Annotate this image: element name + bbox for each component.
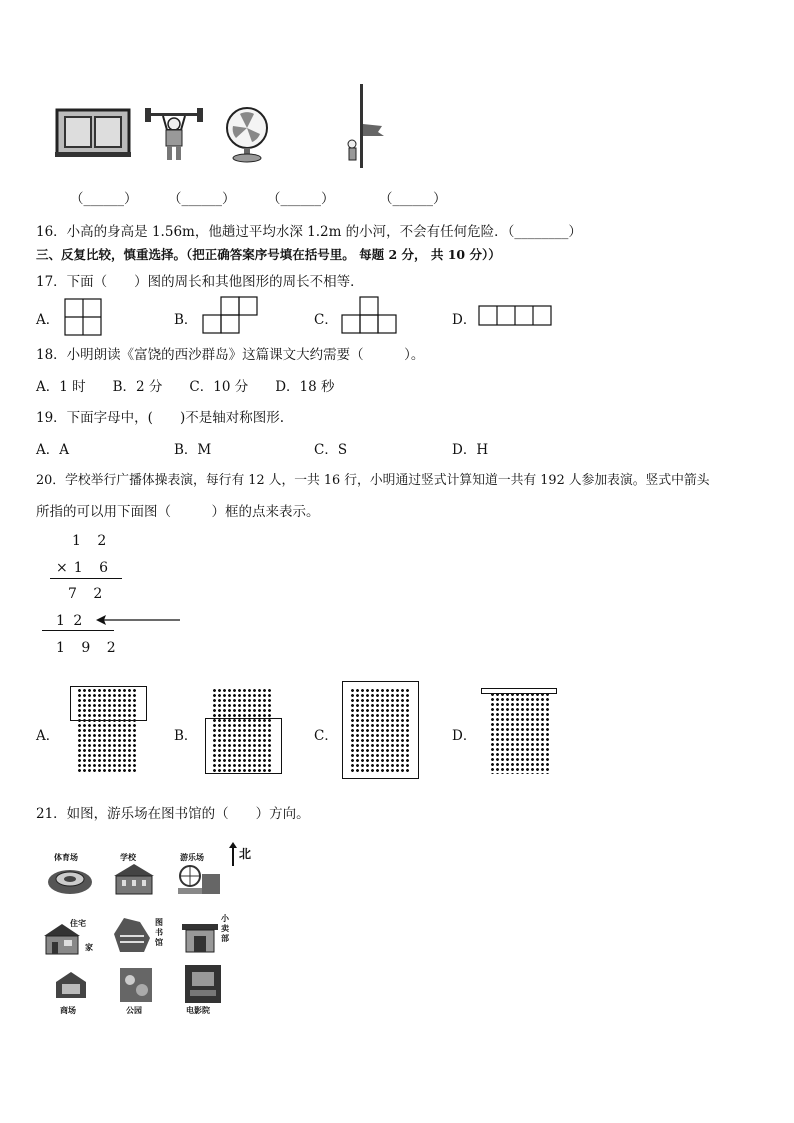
- q17-option-a-label[interactable]: A．: [36, 312, 60, 328]
- question-19: 19．下面字母中，( )不是轴对称图形.: [36, 410, 285, 426]
- q17-option-b-label[interactable]: B．: [174, 312, 198, 328]
- park-label: 公园: [126, 1006, 142, 1015]
- fan-picture: [222, 104, 272, 164]
- q20-option-a-label[interactable]: A．: [36, 728, 60, 744]
- mall-icon: [52, 970, 90, 1006]
- calc-row-3: 7 2: [68, 586, 109, 602]
- park-icon: [118, 966, 154, 1008]
- q17-figure-b: [201, 296, 259, 340]
- q20-frame-c: [342, 681, 419, 779]
- window-icon: [55, 108, 131, 158]
- q19-option-d[interactable]: D．H: [452, 442, 489, 458]
- calc-row-5: 1 9 2: [56, 640, 122, 656]
- mall-label: 商场: [60, 1006, 76, 1015]
- q20-option-b-label[interactable]: B．: [174, 728, 198, 744]
- fan-icon: [222, 104, 272, 164]
- q17-figure-d: [478, 305, 554, 331]
- amusement-park-icon: [176, 862, 222, 900]
- flag-picture: [340, 84, 390, 168]
- question-20-line-1: 20．学校举行广播体操表演，每行有 12 人，一共 16 行，小明通过竖式计算知道一共有 192 人参加表演。竖式中箭头: [36, 473, 710, 488]
- answer-blank-1[interactable]: （______）: [70, 191, 138, 207]
- north-label: 北: [239, 847, 252, 861]
- q19-option-c[interactable]: C．S: [314, 442, 348, 458]
- weightlifter-icon: [143, 100, 205, 164]
- question-20-line-2: 所指的可以用下面图（ ）框的点来表示。: [36, 504, 320, 520]
- answer-blank-4[interactable]: （______）: [379, 191, 447, 207]
- north-arrow-icon: [229, 842, 237, 870]
- calc-line-1: [50, 578, 122, 579]
- q20-frame-d: [481, 688, 557, 694]
- flag-raising-icon: [340, 84, 390, 168]
- q17-figure-a: [64, 298, 102, 340]
- q18-options[interactable]: A．1 时 B．2 分 C．10 分 D．18 秒: [36, 379, 335, 395]
- q20-option-d-label[interactable]: D．: [452, 728, 477, 744]
- residence-icon: [40, 920, 86, 960]
- store-label: 小卖部: [221, 914, 229, 943]
- calc-line-2: [42, 630, 114, 631]
- weightlifter-picture: [143, 100, 205, 164]
- q17-option-c-label[interactable]: C．: [314, 312, 338, 328]
- arrow-icon: [96, 612, 182, 631]
- q20-option-c-label[interactable]: C．: [314, 728, 338, 744]
- q20-frame-b: [205, 718, 282, 774]
- calc-row-4: 1 2: [56, 613, 85, 629]
- home-label: 家: [85, 943, 93, 952]
- q17-figure-c: [340, 296, 398, 340]
- question-17: 17．下面（ ）图的周长和其他图形的周长不相等．: [36, 274, 364, 290]
- q20-dot-grid-d: [490, 692, 550, 774]
- cinema-label: 电影院: [186, 1006, 210, 1015]
- q19-option-a[interactable]: A．A: [36, 442, 69, 458]
- store-icon: [180, 918, 220, 958]
- q17-option-d-label[interactable]: D．: [452, 312, 477, 328]
- answer-blank-3[interactable]: （______）: [267, 191, 335, 207]
- q19-option-b[interactable]: B．M: [174, 442, 212, 458]
- residence-label: 住宅: [70, 919, 86, 928]
- section-3-title: 三、反复比较，慎重选择。（把正确答案序号填在括号里。 每题 2 分， 共 10 分））: [36, 247, 501, 262]
- school-icon: [112, 862, 156, 900]
- library-icon: [110, 912, 154, 960]
- calc-row-2: ×1 6: [56, 560, 114, 576]
- school-label: 学校: [120, 853, 136, 862]
- cinema-icon: [184, 964, 222, 1008]
- stadium-label: 体育场: [54, 853, 78, 862]
- library-label: 图书馆: [155, 918, 163, 947]
- question-18: 18．小明朗读《富饶的西沙群岛》这篇课文大约需要（ ）。: [36, 347, 425, 363]
- question-16: 16．小高的身高是 1.56m，他趟过平均水深 1.2m 的小河，不会有任何危险．（________）: [36, 224, 582, 240]
- calc-row-1: 1 2: [72, 533, 113, 549]
- window-picture: [55, 108, 131, 158]
- answer-blank-2[interactable]: （______）: [168, 191, 236, 207]
- amusement-park-label: 游乐场: [180, 853, 204, 862]
- stadium-icon: [46, 862, 94, 900]
- q20-frame-a: [70, 686, 147, 721]
- question-21: 21．如图，游乐场在图书馆的（ ）方向。: [36, 806, 310, 822]
